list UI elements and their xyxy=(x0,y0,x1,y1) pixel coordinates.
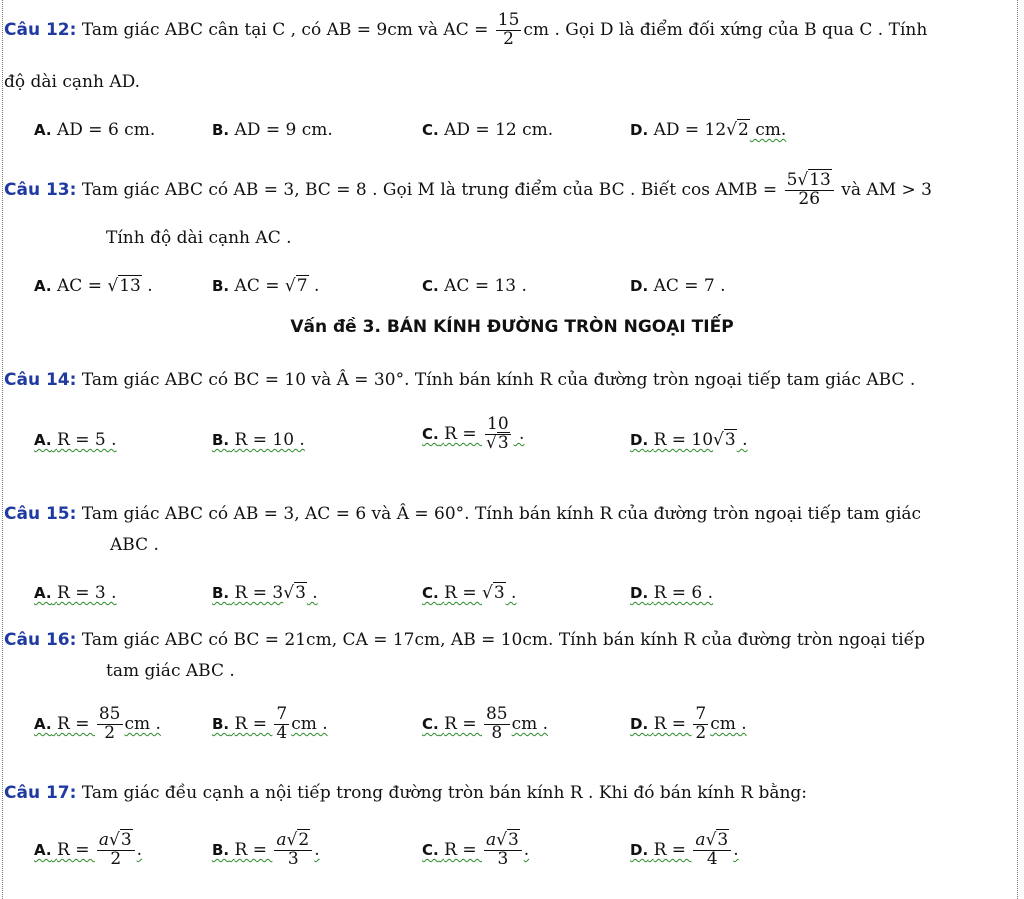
q12-option-c[interactable]: C. AD = 12 cm. xyxy=(422,120,554,140)
q14-option-b[interactable]: B. R = 10 . xyxy=(212,430,305,450)
q12-option-b[interactable]: B. AD = 9 cm. xyxy=(212,120,333,140)
q14-stem-line1: Câu 14: Tam giác ABC có BC = 10 và Â = 30°. Tính bán kính R của đường tròn ngoại tiếp tam giác ABC . xyxy=(4,370,916,390)
q13-option-a[interactable]: A. AC = √13 . xyxy=(34,276,153,296)
q13-option-d[interactable]: D. AC = 7 . xyxy=(630,276,726,296)
q17-option-c[interactable]: C. R = $\frac{a√3}{3}$ . xyxy=(422,830,530,869)
q17-stem-line1: Câu 17: Tam giác đều cạnh a nội tiếp trong đường tròn bán kính R . Khi đó bán kính R bằng: xyxy=(4,783,808,803)
q14-option-a[interactable]: A. R = 5 . xyxy=(34,430,117,450)
q15-option-b[interactable]: B. R = 3√3 . xyxy=(212,583,318,603)
fraction: $\frac{15}{2}$ xyxy=(497,10,520,49)
fraction: $\frac{5√13}{26}$ xyxy=(785,172,834,209)
q16-stem-line2: tam giác ABC . xyxy=(106,661,235,681)
q15-stem-line2: ABC . xyxy=(110,535,159,555)
q13-stem-line2: Tính độ dài cạnh AC . xyxy=(106,228,292,248)
q12-stem-line1: Câu 12: Tam giác ABC cân tại C , có AB = 9cm và AC = $\frac{15}{2}$ cm . Gọi D là điểm đối xứng của B qua C . Tính xyxy=(4,10,928,49)
q17-option-a[interactable]: A. R = $\frac{a√3}{2}$ . xyxy=(34,830,143,869)
q15-option-a[interactable]: A. R = 3 . xyxy=(34,583,117,603)
q17-option-d[interactable]: D. R = $\frac{a√3}{4}$ . xyxy=(630,830,739,869)
q13-stem-line1: Câu 13: Tam giác ABC có AB = 3, BC = 8 . Gọi M là trung điểm của BC . Biết cos AMB = $\frac{5√13}{26}$ và AM > 3 xyxy=(4,170,932,209)
q16-option-b[interactable]: B. R = $\frac{7}{4}$ cm . xyxy=(212,704,328,743)
q15-option-c[interactable]: C. R = √3 . xyxy=(422,583,517,603)
q14-option-d[interactable]: D. R = 10√3 . xyxy=(630,430,748,450)
q12-stem-line2: độ dài cạnh AD. xyxy=(4,72,141,92)
q15-option-d[interactable]: D. R = 6 . xyxy=(630,583,714,603)
q13-option-c[interactable]: C. AC = 13 . xyxy=(422,276,527,296)
q16-option-c[interactable]: C. R = $\frac{85}{8}$ cm . xyxy=(422,704,549,743)
q12-option-d[interactable]: D. AD = 12√2 cm. xyxy=(630,120,787,140)
page-right-margin xyxy=(1017,0,1018,899)
q12-option-a[interactable]: A. AD = 6 cm. xyxy=(34,120,156,140)
page-left-margin xyxy=(2,0,3,899)
q15-stem-line1: Câu 15: Tam giác ABC có AB = 3, AC = 6 và Â = 60°. Tính bán kính R của đường tròn ngoại tiếp tam giác xyxy=(4,504,922,524)
q16-stem-line1: Câu 16: Tam giác ABC có BC = 21cm, CA = 17cm, AB = 10cm. Tính bán kính R của đường tròn ngoại tiếp xyxy=(4,630,926,650)
section-heading: Vấn đề 3. BÁN KÍNH ĐƯỜNG TRÒN NGOẠI TIẾP xyxy=(290,317,734,337)
q13-option-b[interactable]: B. AC = √7 . xyxy=(212,276,320,296)
q17-option-b[interactable]: B. R = $\frac{a√2}{3}$ . xyxy=(212,830,320,869)
q16-option-d[interactable]: D. R = $\frac{7}{2}$ cm . xyxy=(630,704,747,743)
q14-option-c[interactable]: C. R = $\frac{10}{√3}$ . xyxy=(422,414,525,453)
q16-option-a[interactable]: A. R = $\frac{85}{2}$ cm . xyxy=(34,704,161,743)
